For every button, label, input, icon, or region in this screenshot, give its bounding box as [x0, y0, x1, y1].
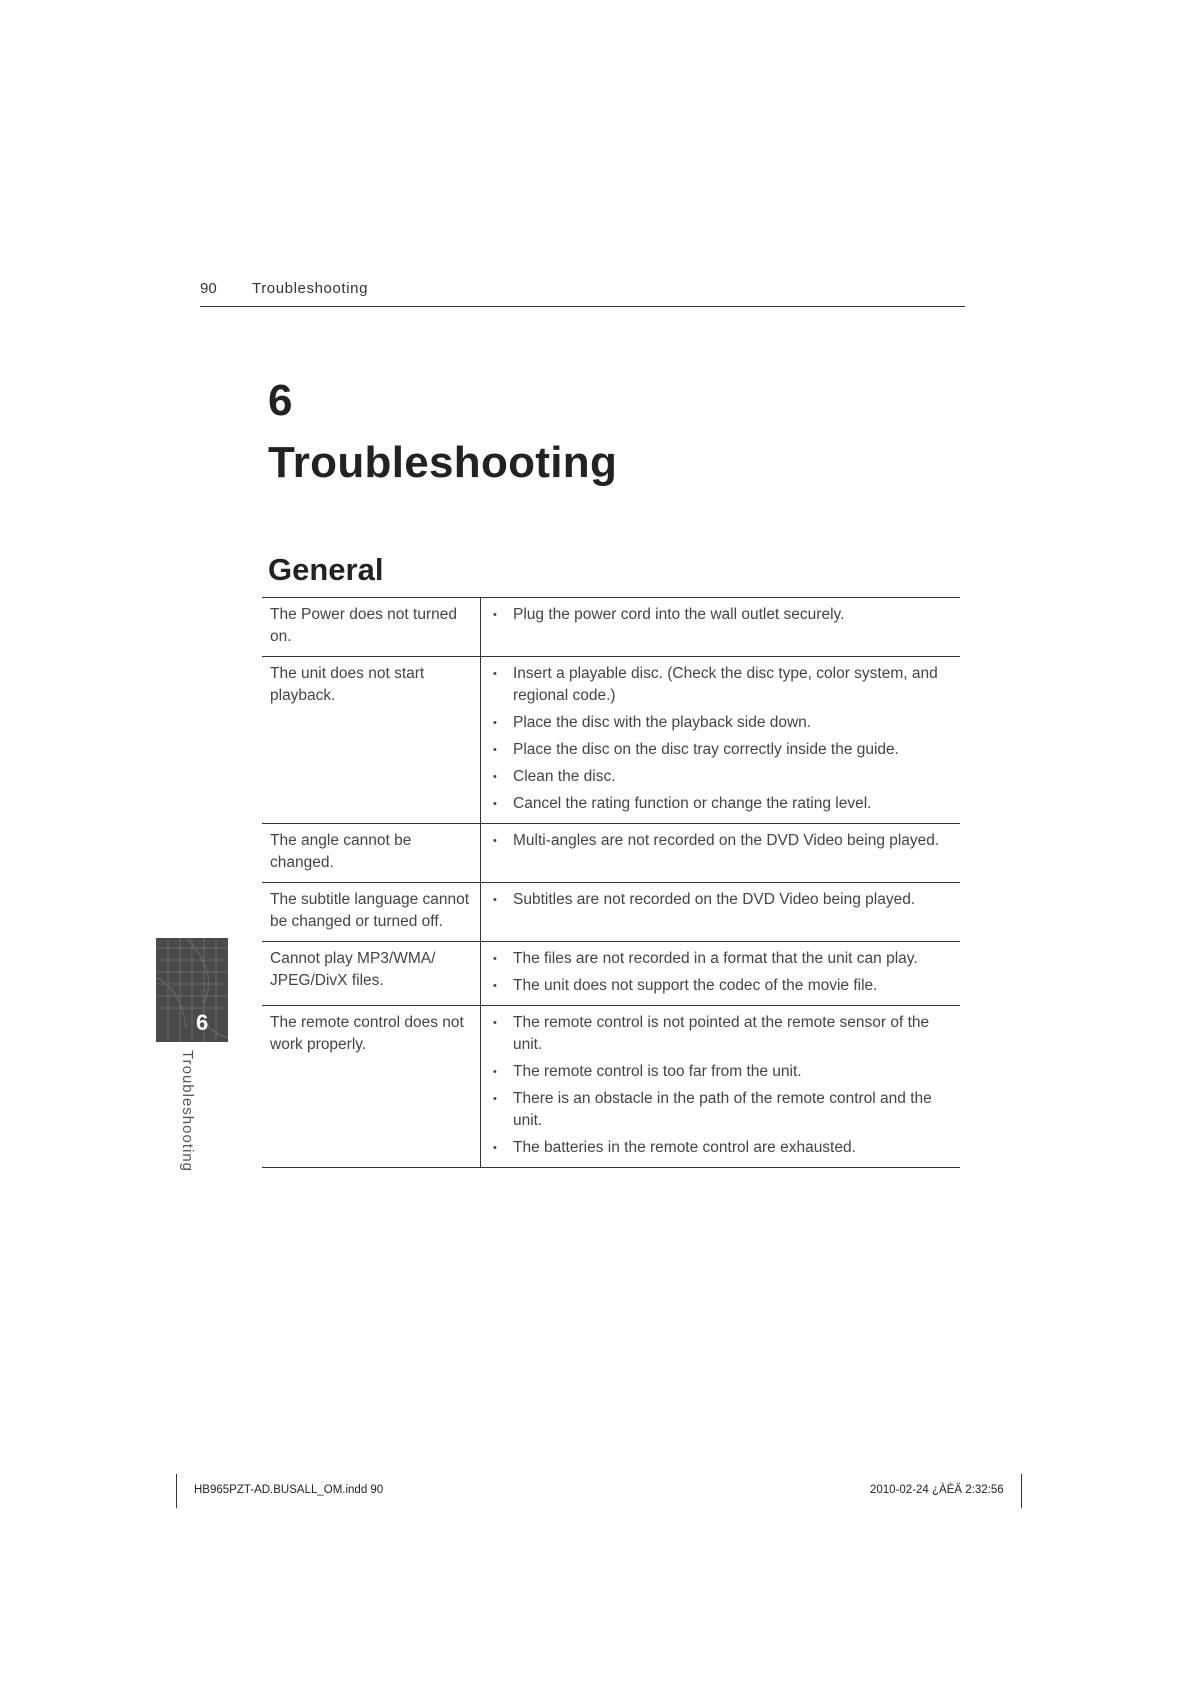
chapter-title: Troubleshooting	[268, 438, 618, 487]
solution-item: • Place the disc with the playback side down.	[491, 712, 952, 734]
page-number: 90	[200, 280, 217, 297]
table-row	[262, 598, 960, 657]
solution-list	[491, 1012, 952, 1159]
solution-list	[491, 889, 952, 911]
table-row	[262, 883, 960, 942]
solution-item: • The files are not recorded in a format that the unit can play.	[491, 948, 952, 970]
symptom-cell: The angle cannot be changed.	[262, 824, 481, 883]
solution-cell	[481, 883, 961, 942]
solution-list	[491, 663, 952, 815]
table-row	[262, 942, 960, 1006]
solution-item: • The remote control is not pointed at the remote sensor of the unit.	[491, 1012, 952, 1056]
troubleshooting-table-body	[262, 598, 960, 1168]
solution-item: • The unit does not support the codec of the movie file.	[491, 975, 952, 997]
footer-file-name: HB965PZT-AD.BUSALL_OM.indd 90	[194, 1484, 384, 1496]
solution-item: • The batteries in the remote control are exhausted.	[491, 1137, 952, 1159]
side-tab-label: Troubleshooting	[179, 1050, 196, 1173]
solution-item: • There is an obstacle in the path of the remote control and the unit.	[491, 1088, 952, 1132]
chapter-number: 6	[268, 376, 293, 425]
solution-list	[491, 604, 952, 626]
symptom-cell: The unit does not start playback.	[262, 657, 481, 824]
troubleshooting-table	[262, 597, 960, 1168]
solution-cell	[481, 598, 961, 657]
table-row	[262, 824, 960, 883]
table-row	[262, 1006, 960, 1168]
symptom-cell: Cannot play MP3/WMA/ JPEG/DivX files.	[262, 942, 481, 1006]
table-row	[262, 657, 960, 824]
symptom-cell: The subtitle language cannot be changed or turned off.	[262, 883, 481, 942]
running-header-title: Troubleshooting	[252, 280, 369, 297]
solution-item: • Subtitles are not recorded on the DVD Video being played.	[491, 889, 952, 911]
solution-item: • Plug the power cord into the wall outlet securely.	[491, 604, 952, 626]
solution-cell	[481, 1006, 961, 1168]
solution-item: • Insert a playable disc. (Check the disc type, color system, and regional code.)	[491, 663, 952, 707]
solution-cell	[481, 657, 961, 824]
footer-timestamp: 2010-02-24 ¿ÀÈÄ 2:32:56	[870, 1484, 1004, 1496]
solution-item: • Place the disc on the disc tray correctly inside the guide.	[491, 739, 952, 761]
page-header	[200, 280, 965, 307]
solution-item: • Clean the disc.	[491, 766, 952, 788]
side-tab-number: 6	[196, 1010, 209, 1035]
solution-list	[491, 948, 952, 997]
solution-cell	[481, 824, 961, 883]
solution-item: • Cancel the rating function or change the rating level.	[491, 793, 952, 815]
symptom-cell: The Power does not turned on.	[262, 598, 481, 657]
chapter-side-tab	[156, 938, 228, 1042]
solution-item: • Multi-angles are not recorded on the DVD Video being played.	[491, 830, 952, 852]
side-tab-pattern	[156, 938, 228, 1042]
section-title: General	[268, 552, 384, 587]
footer-right-rule	[1021, 1474, 1022, 1508]
footer-left-rule	[176, 1474, 177, 1508]
symptom-cell: The remote control does not work properly.	[262, 1006, 481, 1168]
solution-item: • The remote control is too far from the unit.	[491, 1061, 952, 1083]
solution-list	[491, 830, 952, 852]
solution-cell	[481, 942, 961, 1006]
